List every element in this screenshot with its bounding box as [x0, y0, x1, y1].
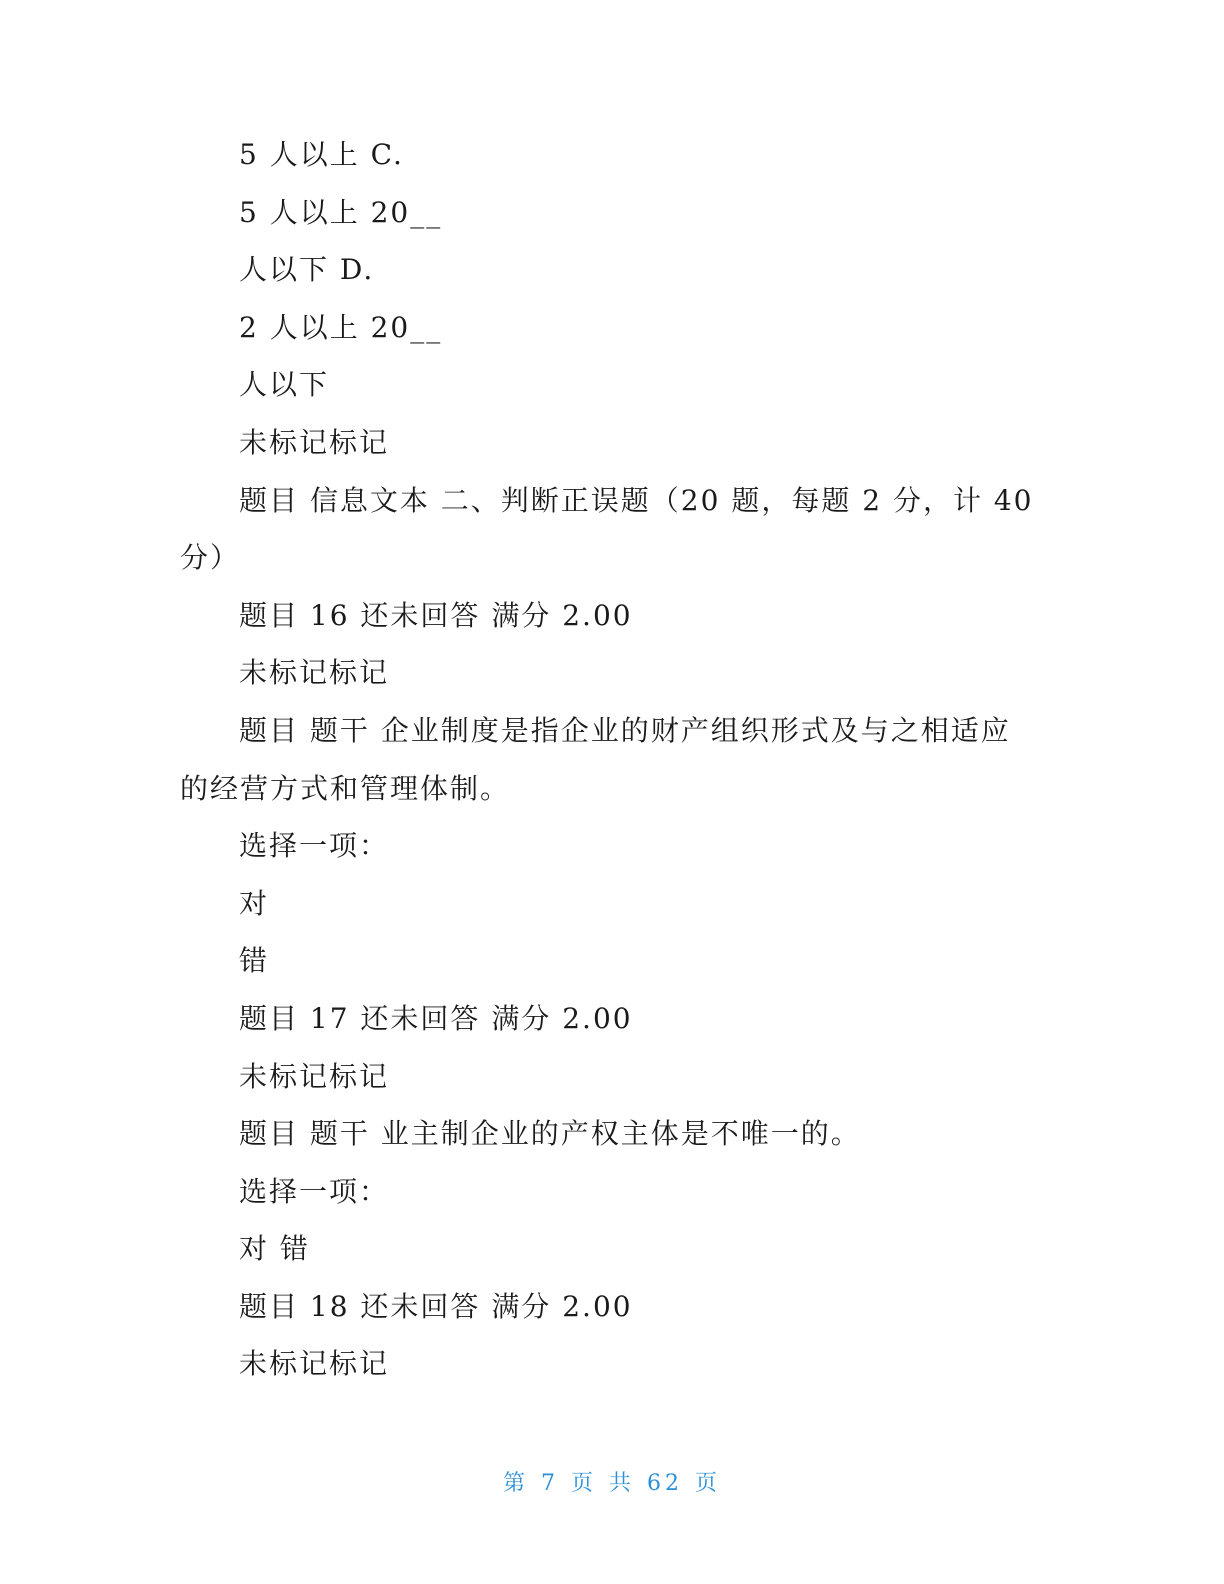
footer-word: 页 [695, 1471, 722, 1496]
choice-prompt: 选择一项： [239, 1174, 390, 1208]
total-pages: 62 [647, 1471, 684, 1496]
mark-status: 未标记标记 [239, 1059, 390, 1093]
question-header: 题目 17 还未回答 满分 2.00 [239, 1001, 633, 1035]
page-number: 7 [540, 1471, 559, 1496]
text-line: 人以下 [239, 368, 330, 402]
footer-word: 第 [502, 1471, 529, 1496]
option-false: 错 [239, 944, 270, 978]
text-line: 5 人以上 20__ [239, 195, 443, 229]
document-body [180, 126, 1040, 1393]
footer-word: 页 [570, 1471, 597, 1496]
mark-status: 未标记标记 [239, 656, 390, 690]
option-true: 对 [239, 886, 270, 920]
options: 对 错 [239, 1232, 310, 1266]
mark-status: 未标记标记 [239, 1347, 390, 1381]
question-stem: 题目 题干 业主制企业的产权主体是不唯一的。 [239, 1117, 861, 1151]
question-header: 题目 18 还未回答 满分 2.00 [239, 1289, 633, 1323]
mark-status: 未标记标记 [239, 425, 390, 459]
text-line: 2 人以上 20__ [239, 310, 443, 344]
text-line: 5 人以上 C. [239, 138, 404, 171]
choice-prompt: 选择一项： [239, 829, 390, 863]
text-line: 人以下 D. [239, 253, 375, 287]
section-heading: 题目 信息文本 二、判断正误题（20 题，每题 2 分，计 40 [239, 483, 1034, 517]
question-stem: 题目 题干 企业制度是指企业的财产组织形式及与之相适应 [239, 713, 1011, 747]
question-header: 题目 16 还未回答 满分 2.00 [239, 598, 633, 632]
page-footer [0, 1466, 1224, 1497]
footer-word: 共 [609, 1471, 636, 1496]
section-heading-continued: 分） [180, 541, 241, 575]
question-stem-continued: 的经营方式和管理体制。 [180, 771, 511, 805]
